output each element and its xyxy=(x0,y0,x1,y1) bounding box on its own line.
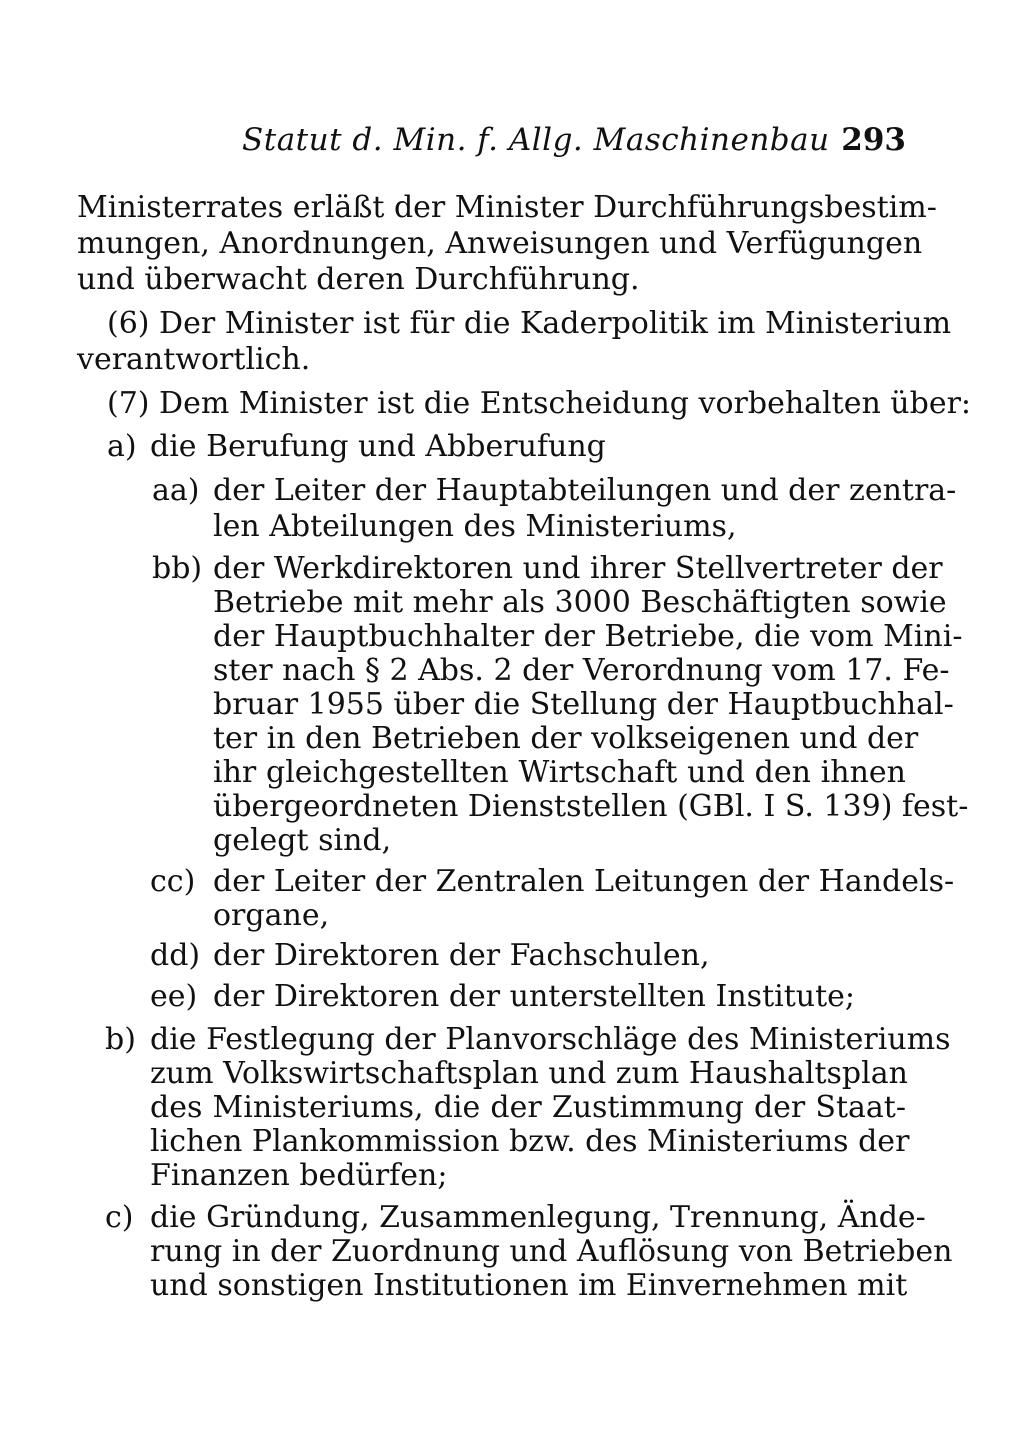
item-cc-marker: cc) xyxy=(150,864,196,899)
item-c-line: und sonstigen Institutionen im Einvernehmen mit xyxy=(150,1268,908,1303)
item-aa-line: der Leiter der Hauptabteilungen und der zentra- xyxy=(213,473,957,508)
text-line: Ministerrates erläßt der Minister Durchführungsbestim- xyxy=(77,190,937,225)
paragraph-7-line: (7) Dem Minister ist die Entscheidung vorbehalten über: xyxy=(107,386,972,421)
item-ee-line: der Direktoren der unterstellten Institute; xyxy=(213,979,856,1014)
item-b-line: die Festlegung der Planvorschläge des Ministeriums xyxy=(150,1022,951,1057)
item-cc-line: der Leiter der Zentralen Leitungen der Handels- xyxy=(213,864,955,899)
item-bb-line: gelegt sind, xyxy=(213,823,392,858)
item-c-line: die Gründung, Zusammenlegung, Trennung, Ände- xyxy=(150,1200,926,1235)
item-b-line: lichen Plankommission bzw. des Ministeriums der xyxy=(150,1124,910,1159)
item-bb-line: übergeordneten Dienststellen (GBl. I S. 139) fest- xyxy=(213,789,969,824)
item-bb-line: ster nach § 2 Abs. 2 der Verordnung vom 17. Fe- xyxy=(213,653,950,688)
item-b-line: Finanzen bedürfen; xyxy=(150,1158,448,1193)
item-cc-line: organe, xyxy=(213,898,330,933)
text-line: mungen, Anordnungen, Anweisungen und Verfügungen xyxy=(77,226,923,261)
item-c-marker: c) xyxy=(105,1200,134,1235)
item-a-line: die Berufung und Abberufung xyxy=(150,429,606,464)
item-aa-marker: aa) xyxy=(152,473,200,508)
item-bb-line: der Werkdirektoren und ihrer Stellvertreter der xyxy=(213,551,943,586)
page-number: 293 xyxy=(841,122,906,158)
item-c-line: rung in der Zuordnung und Auflösung von Betrieben xyxy=(150,1234,953,1269)
item-bb-line: ihr gleichgestellten Wirtschaft und den ihnen xyxy=(213,755,906,790)
item-bb-line: bruar 1955 über die Stellung der Hauptbuchhal- xyxy=(213,687,954,722)
text-line: und überwacht deren Durchführung. xyxy=(77,262,640,297)
item-dd-marker: dd) xyxy=(150,938,201,973)
item-bb-line: der Hauptbuchhalter der Betriebe, die vom Mini- xyxy=(213,619,963,654)
item-b-line: zum Volkswirtschaftsplan und zum Haushaltsplan xyxy=(150,1056,908,1091)
running-header xyxy=(242,118,906,162)
paragraph-6-line: verantwortlich. xyxy=(77,342,311,377)
item-bb-marker: bb) xyxy=(152,551,203,586)
item-aa-line: len Abteilungen des Ministeriums, xyxy=(213,509,737,544)
item-a-marker: a) xyxy=(107,429,137,464)
item-ee-marker: ee) xyxy=(150,979,198,1014)
item-dd-line: der Direktoren der Fachschulen, xyxy=(213,938,710,973)
item-bb-line: Betriebe mit mehr als 3000 Beschäftigten sowie xyxy=(213,585,947,620)
item-bb-line: ter in den Betrieben der volkseigenen und der xyxy=(213,721,919,756)
running-title: Statut d. Min. f. Allg. Maschinenbau xyxy=(242,122,830,158)
item-b-line: des Ministeriums, die der Zustimmung der Staat- xyxy=(150,1090,906,1125)
paragraph-6-line: (6) Der Minister ist für die Kaderpolitik im Ministerium xyxy=(107,306,952,341)
item-b-marker: b) xyxy=(105,1022,136,1057)
